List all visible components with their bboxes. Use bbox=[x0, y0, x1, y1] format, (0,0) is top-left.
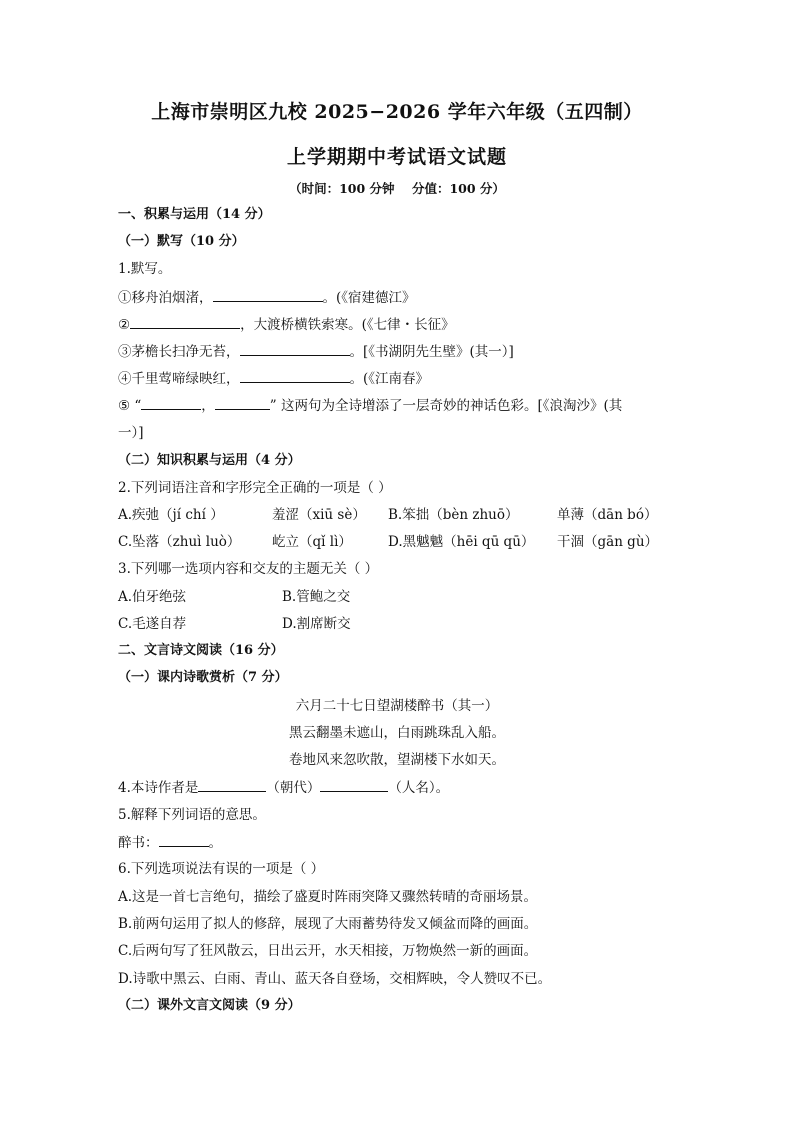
exam-title-line2: 上学期期中考试语文试题 bbox=[286, 146, 507, 168]
question-1: 1.默写。 bbox=[118, 261, 172, 277]
part1-heading: 一、积累与运用（14 分） bbox=[118, 207, 271, 222]
exam-title-line1: 上海市崇明区九校 2025−2026 学年六年级（五四制） bbox=[151, 101, 643, 123]
q3-option-d[interactable]: D.割席断交 bbox=[282, 616, 351, 632]
part2-heading: 二、文言诗文阅读（16 分） bbox=[118, 643, 284, 658]
answer-blank-dynasty[interactable] bbox=[198, 778, 266, 792]
question-5: 5.解释下列词语的意思。 bbox=[118, 807, 266, 823]
q2-option-a1[interactable]: A.疾弛（jí chí ） bbox=[118, 507, 224, 523]
q2-option-c1[interactable]: C.坠落（zhuì luò） bbox=[118, 534, 241, 550]
answer-blank[interactable] bbox=[130, 315, 240, 329]
exam-subtitle: （时间：100 分钟 分值：100 分） bbox=[289, 181, 505, 196]
dictation-item-5: ⑤ “ ， ” 这两句为全诗增添了一层奇妙的神话色彩。[《浪淘沙》(其 bbox=[118, 398, 623, 414]
q6-option-a[interactable]: A.这是一首七言绝句，描绘了盛夏时阵雨突降又骤然转晴的奇丽场景。 bbox=[118, 889, 538, 905]
question-3: 3.下列哪一选项内容和交友的主题无关（ ） bbox=[118, 561, 379, 577]
question-4: 4.本诗作者是 （朝代） （人名）。 bbox=[118, 780, 450, 796]
q2-option-c2: 屹立（qǐ lì） bbox=[272, 534, 352, 550]
q2-option-a2: 羞涩（xiū sè） bbox=[272, 507, 366, 523]
q2-option-d1[interactable]: D.黑魆魆（hēi qū qū） bbox=[388, 534, 535, 550]
part2-sec1-heading: （一）课内诗歌赏析（7 分） bbox=[118, 670, 288, 685]
question-5-item: 醉书： 。 bbox=[118, 835, 222, 851]
part2-sec2-heading: （二）课外文言文阅读（9 分） bbox=[118, 998, 301, 1013]
q2-option-b2: 单薄（dān bó） bbox=[557, 507, 658, 523]
q3-option-a[interactable]: A.伯牙绝弦 bbox=[118, 589, 187, 605]
part1-sec2-heading: （二）知识积累与运用（4 分） bbox=[118, 453, 301, 468]
dictation-item-4: ④千里莺啼绿映红， 。(《江南春》 bbox=[118, 371, 430, 387]
poem-line-2: 卷地风来忽吹散，望湖楼下水如天。 bbox=[289, 752, 505, 768]
answer-blank[interactable] bbox=[240, 369, 350, 383]
dictation-item-1: ①移舟泊烟渚， 。(《宿建德江》 bbox=[118, 290, 416, 306]
answer-blank[interactable] bbox=[215, 396, 270, 410]
dictation-item-5-cont: 一）] bbox=[118, 425, 144, 441]
poem-title: 六月二十七日望湖楼醉书（其一） bbox=[295, 698, 499, 714]
answer-blank[interactable] bbox=[240, 342, 350, 356]
dictation-item-2: ② ，大渡桥横铁索寒。(《七律・长征》 bbox=[118, 317, 455, 333]
q2-option-d2: 干涸（gān gù） bbox=[557, 534, 659, 550]
answer-blank[interactable] bbox=[159, 833, 209, 847]
q3-option-b[interactable]: B.管鲍之交 bbox=[282, 589, 351, 605]
q6-option-d[interactable]: D.诗歌中黑云、白雨、青山、蓝天各自登场，交相辉映，令人赞叹不已。 bbox=[118, 971, 552, 987]
dictation-item-3: ③茅檐长扫净无苔， 。[《书湖阴先生壁》(其一）] bbox=[118, 344, 514, 360]
answer-blank[interactable] bbox=[213, 288, 323, 302]
poem-line-1: 黑云翻墨未遮山，白雨跳珠乱入船。 bbox=[289, 725, 505, 741]
question-2: 2.下列词语注音和字形完全正确的一项是（ ） bbox=[118, 480, 392, 496]
question-6: 6.下列选项说法有误的一项是（ ） bbox=[118, 861, 325, 877]
q6-option-c[interactable]: C.后两句写了狂风散云，日出云开，水天相接，万物焕然一新的画面。 bbox=[118, 943, 538, 959]
answer-blank[interactable] bbox=[141, 396, 201, 410]
q3-option-c[interactable]: C.毛遂自荐 bbox=[118, 616, 187, 632]
q2-option-b1[interactable]: B.笨拙（bèn zhuō） bbox=[388, 507, 519, 523]
answer-blank-author[interactable] bbox=[320, 778, 388, 792]
part1-sec1-heading: （一）默写（10 分） bbox=[118, 234, 245, 249]
q6-option-b[interactable]: B.前两句运用了拟人的修辞，展现了大雨蓄势待发又倾盆而降的画面。 bbox=[118, 916, 538, 932]
